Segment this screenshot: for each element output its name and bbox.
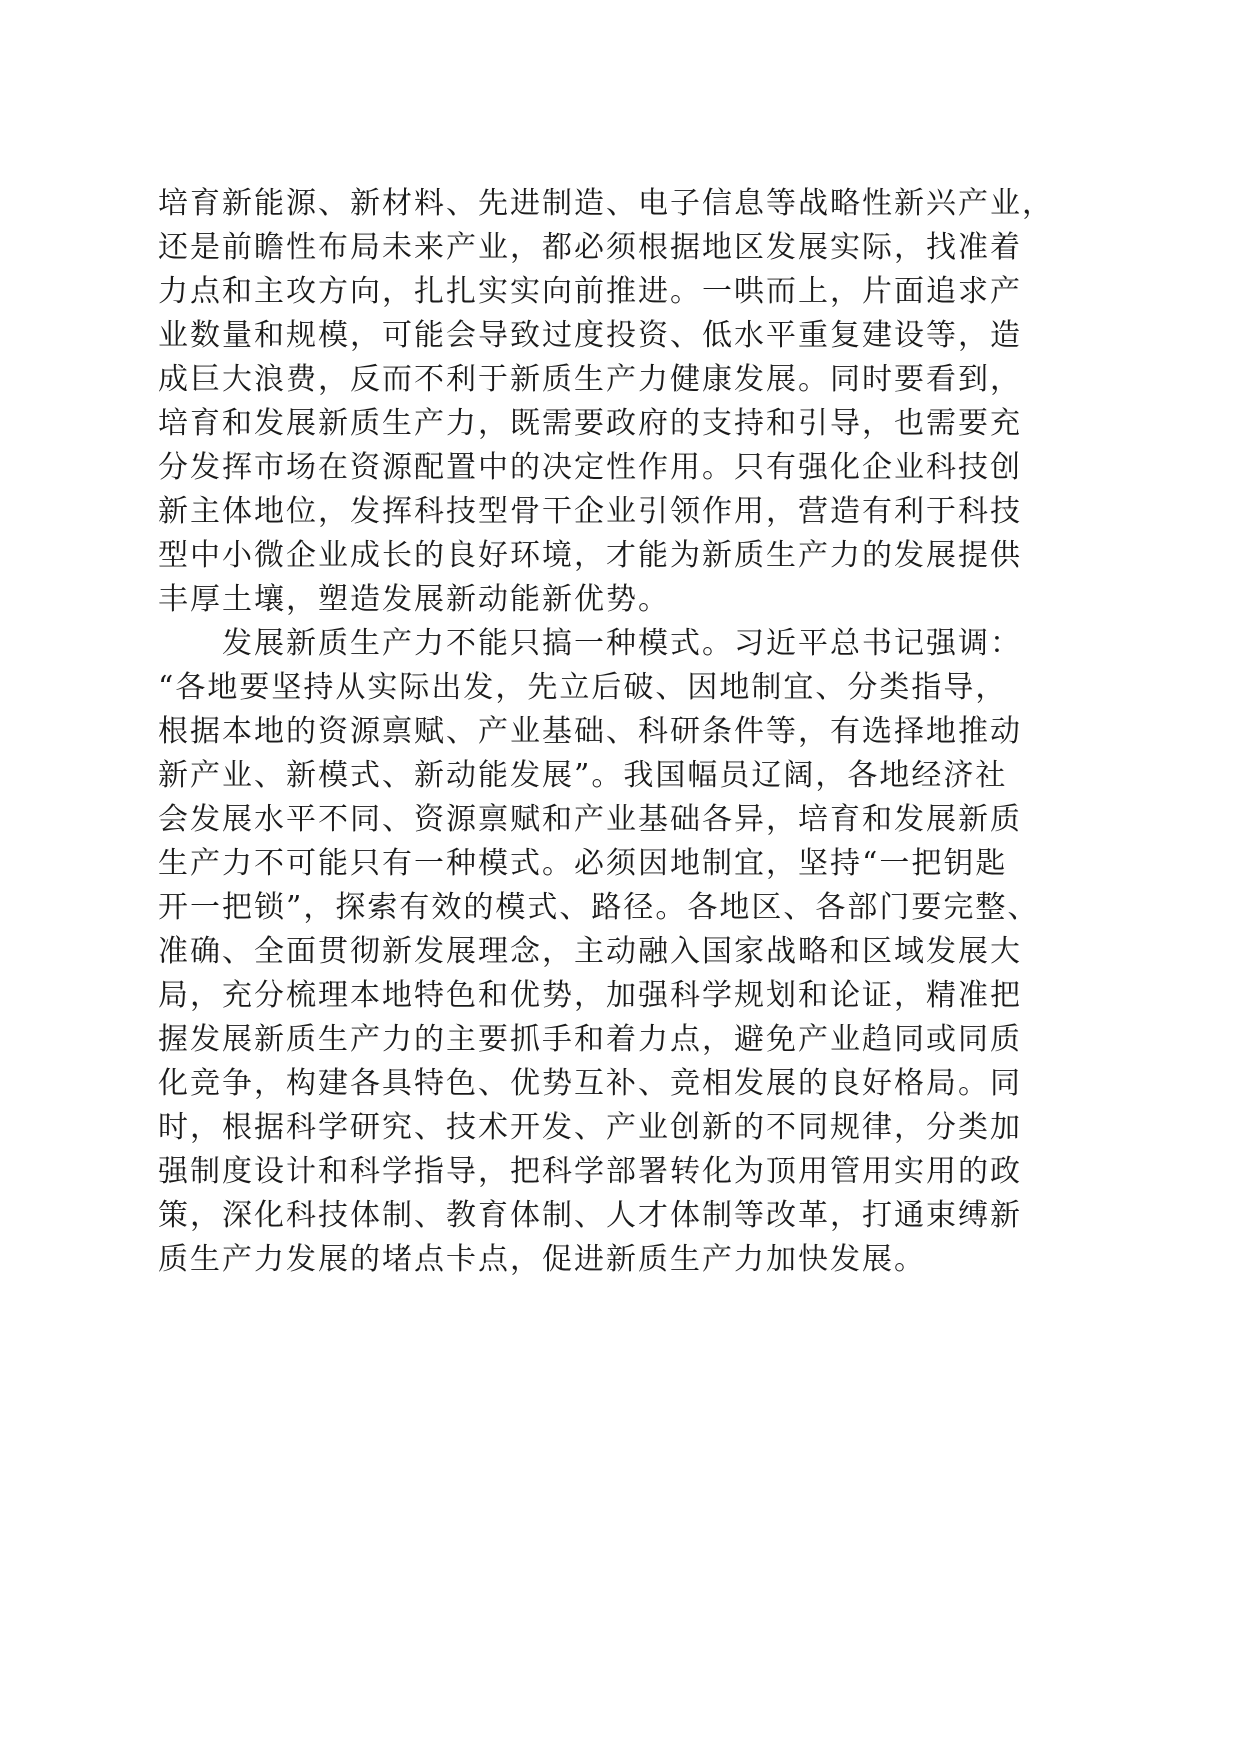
text-line: 策，深化科技体制、教育体制、人才体制等改革，打通束缚新: [158, 1198, 1022, 1233]
text-line: 还是前瞻性布局未来产业，都必须根据地区发展实际，找准着: [158, 230, 1022, 265]
text-line: 生产力不可能只有一种模式。必须因地制宜，坚持“一把钥匙: [158, 846, 1008, 881]
text-line: 局，充分梳理本地特色和优势，加强科学规划和论证，精准把: [158, 978, 1022, 1013]
text-line: 业数量和规模，可能会导致过度投资、低水平重复建设等，造: [158, 318, 1022, 353]
text-line: 发展新质生产力不能只搞一种模式。习近平总书记强调：: [158, 626, 1022, 661]
text-line: 分发挥市场在资源配置中的决定性作用。只有强化企业科技创: [158, 450, 1022, 485]
text-line: “各地要坚持从实际出发，先立后破、因地制宜、分类指导，: [158, 670, 1008, 705]
text-line: 化竞争，构建各具特色、优势互补、竞相发展的良好格局。同: [158, 1066, 1022, 1101]
text-line: 开一把锁”，探索有效的模式、路径。各地区、各部门要完整、: [158, 890, 1040, 925]
text-line: 型中小微企业成长的良好环境，才能为新质生产力的发展提供: [158, 538, 1022, 573]
text-line: 丰厚土壤，塑造发展新动能新优势。: [158, 582, 670, 617]
text-line: 时，根据科学研究、技术开发、产业创新的不同规律，分类加: [158, 1110, 1022, 1145]
text-line: 培育新能源、新材料、先进制造、电子信息等战略性新兴产业，: [158, 186, 1054, 221]
text-line: 质生产力发展的堵点卡点，促进新质生产力加快发展。: [158, 1242, 926, 1277]
text-line: 准确、全面贯彻新发展理念，主动融入国家战略和区域发展大: [158, 934, 1022, 969]
text-line: 新产业、新模式、新动能发展”。我国幅员辽阔，各地经济社: [158, 758, 1008, 793]
text-line: 握发展新质生产力的主要抓手和着力点，避免产业趋同或同质: [158, 1022, 1022, 1057]
text-line: 新主体地位，发挥科技型骨干企业引领作用，营造有利于科技: [158, 494, 1022, 529]
text-line: 力点和主攻方向，扎扎实实向前推进。一哄而上，片面追求产: [158, 274, 1022, 309]
body-text: [158, 182, 1098, 1282]
text-line: 根据本地的资源禀赋、产业基础、科研条件等，有选择地推动: [158, 714, 1022, 749]
text-line: 会发展水平不同、资源禀赋和产业基础各异，培育和发展新质: [158, 802, 1022, 837]
text-line: 强制度设计和科学指导，把科学部署转化为顶用管用实用的政: [158, 1154, 1022, 1189]
text-line: 培育和发展新质生产力，既需要政府的支持和引导，也需要充: [158, 406, 1022, 441]
text-line: 成巨大浪费，反而不利于新质生产力健康发展。同时要看到，: [158, 362, 1022, 397]
